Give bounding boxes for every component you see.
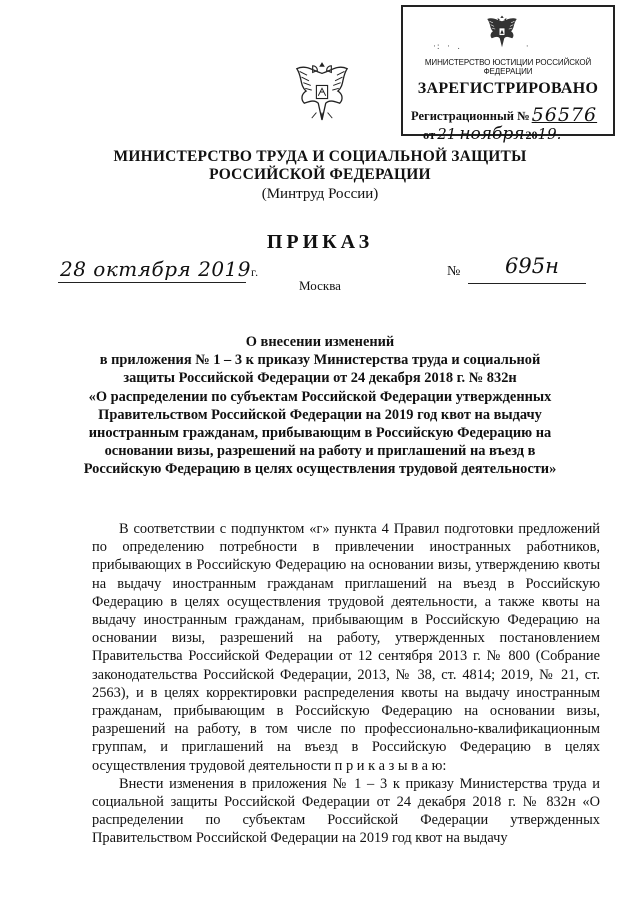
stamp-status: ЗАРЕГИСТРИРОВАНО bbox=[417, 80, 599, 97]
ministry-name bbox=[0, 148, 640, 184]
order-number-label: № bbox=[447, 264, 461, 279]
subject-line-8: Российскую Федерацию в целях осуществления трудовой деятельности» bbox=[83, 461, 557, 478]
body-paragraph-1: В соответствии с подпунктом «г» пункта 4 Правил подготовки предложений по определению потребности в привлечении иностранных работников, прибывающих в Российскую Федерацию на основании визы, утверждению квоты на выдачу иностранным гражданам приглашений на въезд в Российскую Федерацию в целях осуществления трудовой деятельности, а также квоты на выдачу иностранным гражданам, прибывающим в Российскую Федерацию на основании визы, разрешений на работу, утвержденных постановлением Правительства Российской Федерации от 12 сентября 2013 г. № 800 (Собрание законодательства Российской Федерации, 2013, № 38, ст. 4814; 2019, № 21, ст. 2563), и в целях корректировки распределения квоты на выдачу иностранным гражданам, прибывающим в Российскую Федерацию на основании визы, разрешений на работу, в том числе по профессионально-квалификационным группам, и приглашений на въезд в Российскую Федерацию в целях осуществления трудовой деятельности п р и к а з ы в а ю: bbox=[92, 521, 600, 774]
subject-line-2: в приложения № 1 – 3 к приказу Министерства труда и социальной bbox=[99, 352, 541, 369]
order-subject bbox=[80, 333, 560, 479]
subject-line-7: основании визы, разрешений на работу и приглашений на въезд в bbox=[104, 443, 536, 460]
stamp-date-row bbox=[423, 124, 561, 144]
subject-line-1: О внесении изменений bbox=[245, 334, 395, 350]
stamp-date-prefix: от bbox=[423, 128, 436, 142]
subject-line-6: иностранным гражданам, прибывающим в Российскую Федерацию на bbox=[88, 425, 552, 442]
order-date-handwritten: 28 октября 2019 bbox=[60, 257, 252, 281]
stamp-year-handwritten: 19. bbox=[537, 125, 562, 143]
stamp-decoration: ·: · . · bbox=[433, 41, 530, 51]
registration-stamp bbox=[401, 5, 615, 144]
subject-line-4: «О распределении по субъектам Российской Федерации утвержденных bbox=[88, 388, 552, 405]
order-number: 695н bbox=[505, 254, 559, 278]
stamp-number-row bbox=[411, 103, 597, 125]
document-title: ПРИКАЗ bbox=[266, 231, 374, 253]
ministry-short-name: (Минтруд России) bbox=[261, 186, 379, 202]
stamp-year-printed: 20 bbox=[525, 128, 538, 142]
stamp-number: 56576 bbox=[531, 104, 598, 126]
stamp-month: ноября bbox=[459, 124, 525, 144]
subject-line-3: защиты Российской Федерации от 24 декабря 2018 г. № 832н bbox=[123, 370, 517, 387]
ministry-name-line-1: МИНИСТЕРСТВО ТРУДА И СОЦИАЛЬНОЙ ЗАЩИТЫ bbox=[113, 148, 527, 165]
coat-of-arms-icon bbox=[294, 60, 350, 124]
stamp-day: 21 bbox=[437, 125, 457, 143]
ministry-name-line-2: РОССИЙСКОЙ ФЕДЕРАЦИИ bbox=[209, 166, 431, 183]
stamp-number-label: Регистрационный № bbox=[411, 109, 530, 123]
order-city: Москва bbox=[299, 278, 341, 293]
subject-line-5: Правительством Российской Федерации на 2019 год квот на выдачу bbox=[98, 406, 542, 423]
stamp-ministry: МИНИСТЕРСТВО ЮСТИЦИИ РОССИЙСКОЙ ФЕДЕРАЦИИ bbox=[424, 58, 592, 76]
document-body bbox=[92, 520, 600, 848]
body-paragraph-2: Внести изменения в приложения № 1 – 3 к приказу Министерства труда и социальной защиты Российской Федерации от 24 декабря 2018 г. № 832н «О распределении по субъектам Российской Федерации утвержденных Правительством Российской Федерации на 2019 год квот на выдачу bbox=[92, 775, 600, 847]
order-date-suffix: г. bbox=[251, 265, 259, 279]
